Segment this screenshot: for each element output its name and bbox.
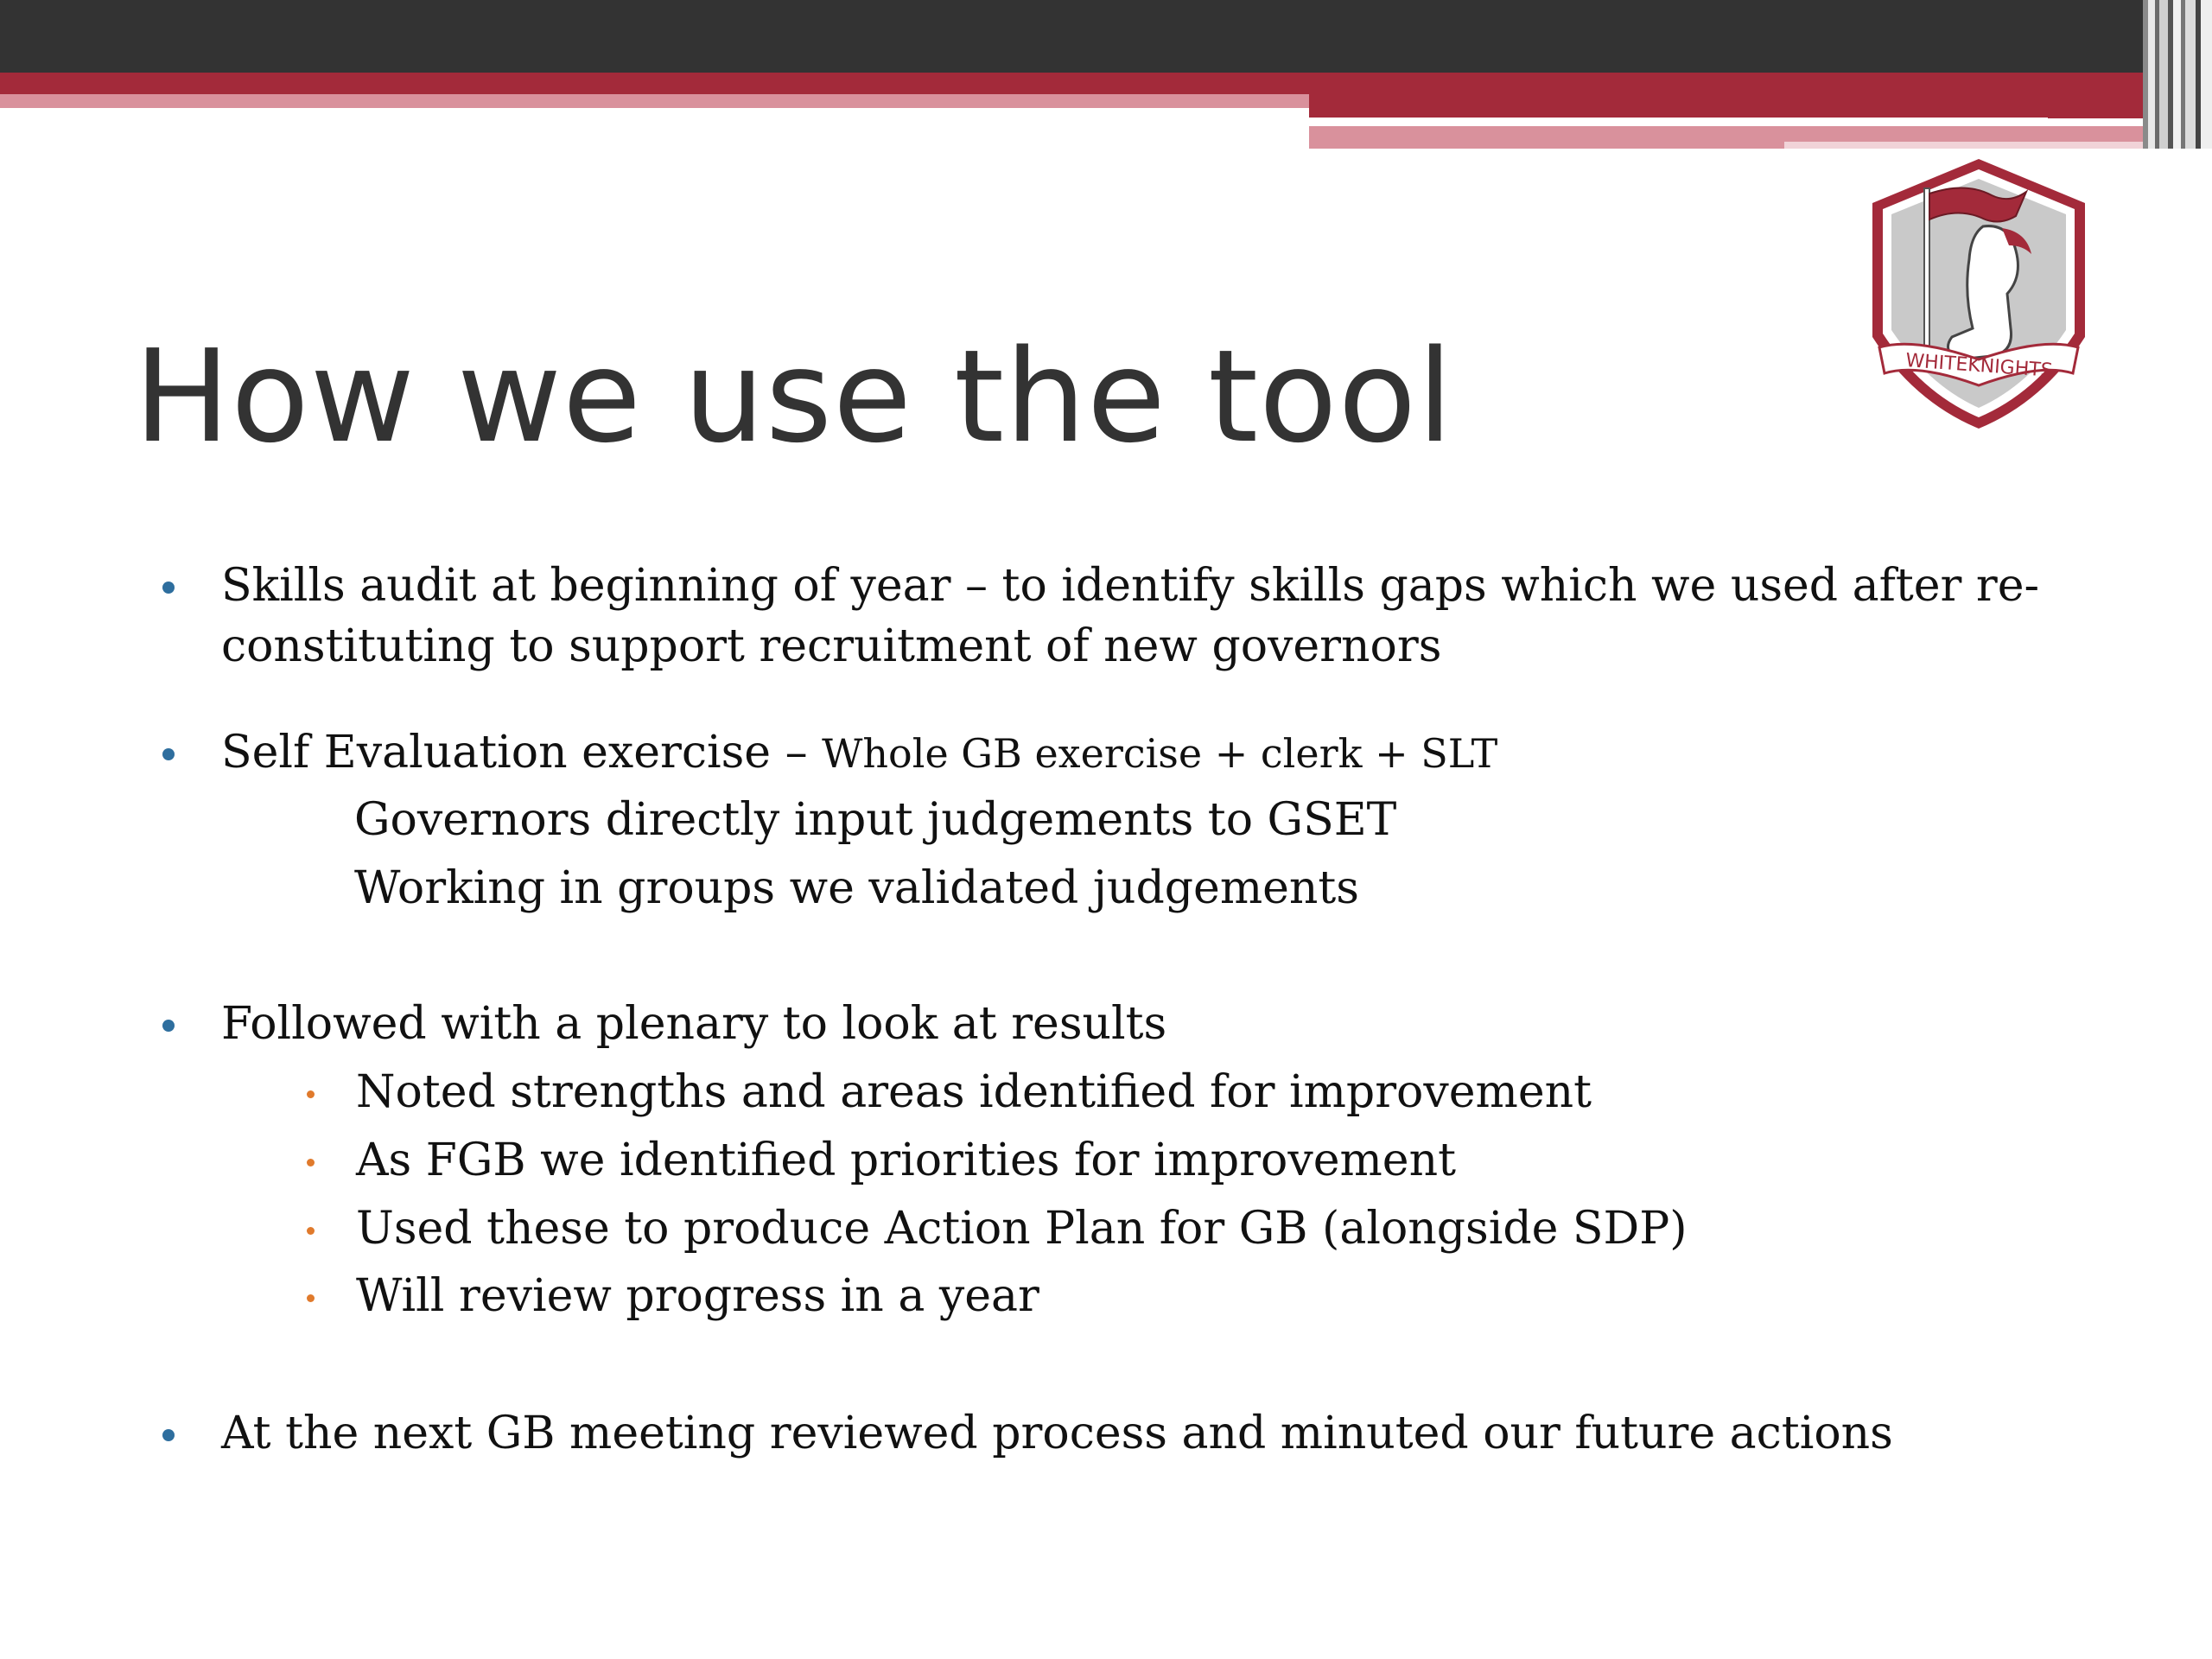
bullet-3-sub-3-marker	[307, 1227, 315, 1235]
header-white-line	[1309, 118, 2048, 126]
bullet-3-marker	[162, 1020, 175, 1032]
header-dark-bar	[0, 0, 2212, 73]
bullet-3-sub-2: As FGB we identified priorities for improvement	[356, 1135, 1456, 1186]
bullet-3-sub-3: Used these to produce Action Plan for GB (alongside SDP)	[356, 1203, 1688, 1255]
bullet-3-sub-4: Will review progress in a year	[356, 1270, 1039, 1322]
bullet-2-marker	[162, 748, 175, 760]
header-red-bar	[0, 73, 2212, 94]
bullet-3-sub-1: Noted strengths and areas identified for improvement	[356, 1066, 1592, 1118]
bullet-3-sub-4-marker	[307, 1294, 315, 1302]
bullet-2-small-text: Whole GB exercise + clerk + SLT	[822, 730, 1498, 777]
bullet-3-sub-1-marker	[307, 1090, 315, 1098]
header-pink-bar	[0, 94, 1309, 108]
school-crest-logo	[1862, 156, 2095, 432]
crest-banner-text: WHITEKNIGHTS	[1904, 350, 2054, 382]
bullet-3-main: Followed with a plenary to look at results	[221, 998, 1167, 1050]
bullet-1-line-2: constituting to support recruitment of new governors	[221, 620, 1442, 672]
bullet-1-marker	[162, 582, 175, 594]
header-red-bar-right	[1309, 94, 2212, 118]
header-stripes	[2143, 0, 2212, 149]
bullet-2-sub-2: Working in groups we validated judgements	[354, 862, 1359, 914]
slide-title: How we use the tool	[134, 322, 1454, 471]
bullet-3-sub-2-marker	[307, 1159, 315, 1166]
bullet-4-main: At the next GB meeting reviewed process and minuted our future actions	[221, 1408, 1893, 1459]
bullet-2-main-text: Self Evaluation exercise –	[221, 727, 823, 779]
bullet-4-marker	[162, 1429, 175, 1441]
bullet-2-line	[221, 722, 1497, 784]
bullet-1-line-1: Skills audit at beginning of year – to identify skills gaps which we used after re-	[221, 560, 2040, 612]
bullet-2-sub-1: Governors directly input judgements to GSET	[354, 794, 1397, 846]
